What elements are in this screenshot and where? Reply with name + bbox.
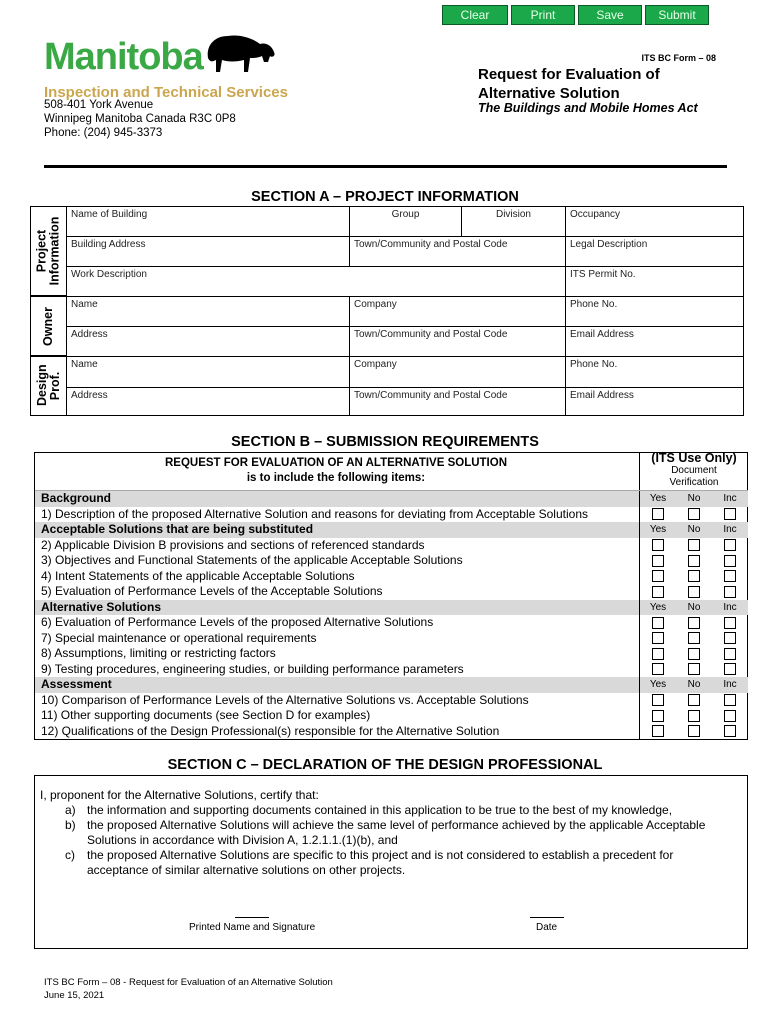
owner-town-field[interactable] bbox=[350, 327, 566, 357]
verification-col-inc bbox=[712, 708, 748, 724]
requirement-item: 6) Evaluation of Performance Levels of the proposed Alternative Solutions bbox=[41, 615, 434, 629]
verification-no-checkbox[interactable] bbox=[688, 586, 700, 598]
verification-inc-label: Inc bbox=[723, 601, 737, 613]
name-of-building-field[interactable] bbox=[67, 207, 350, 237]
department-title: Inspection and Technical Services bbox=[44, 84, 288, 101]
verification-col-inc bbox=[712, 491, 748, 507]
verification-col-yes bbox=[640, 662, 676, 678]
verification-no-checkbox[interactable] bbox=[688, 617, 700, 629]
verification-yes-checkbox[interactable] bbox=[652, 663, 664, 675]
division-field[interactable] bbox=[462, 207, 566, 237]
designer-phone-field[interactable] bbox=[566, 357, 743, 388]
requirement-group-heading: Assessment bbox=[35, 677, 639, 693]
verification-inc-checkbox[interactable] bbox=[724, 663, 736, 675]
phone-line: Phone: (204) 945-3373 bbox=[44, 127, 163, 139]
occupancy-label: Occupancy bbox=[570, 209, 621, 220]
side-project-information bbox=[30, 206, 66, 296]
owner-phone-label: Phone No. bbox=[570, 299, 618, 310]
verification-yes-checkbox[interactable] bbox=[652, 725, 664, 737]
verification-inc-checkbox[interactable] bbox=[724, 555, 736, 567]
verification-col-yes bbox=[640, 584, 676, 600]
verification-col-inc bbox=[712, 600, 748, 616]
item-c-label: c) bbox=[65, 848, 75, 862]
form-toolbar bbox=[442, 5, 709, 25]
verification-col-inc bbox=[712, 646, 748, 662]
verification-yes-checkbox[interactable] bbox=[652, 570, 664, 582]
verification-col-no bbox=[676, 491, 712, 507]
address-line-1: 508-401 York Avenue bbox=[44, 99, 154, 111]
verification-col-inc bbox=[712, 507, 748, 523]
requirement-item: 12) Qualifications of the Design Professional(s) responsible for the Alternative Solution bbox=[41, 723, 500, 738]
section-a-title: SECTION A – PROJECT INFORMATION bbox=[251, 189, 519, 205]
division-label: Division bbox=[495, 209, 531, 220]
section-c-title: SECTION C – DECLARATION OF THE DESIGN PROFESSIONAL bbox=[167, 757, 603, 773]
verification-col-no bbox=[676, 522, 712, 538]
owner-company-label: Company bbox=[354, 299, 397, 310]
verification-no-label: No bbox=[687, 601, 701, 613]
side-project-label: Project Information bbox=[34, 216, 62, 286]
designer-company-label: Company bbox=[354, 359, 397, 370]
group-field[interactable] bbox=[350, 207, 462, 237]
footer-line-2: June 15, 2021 bbox=[44, 989, 105, 1001]
verification-no-checkbox[interactable] bbox=[688, 539, 700, 551]
designer-email-field[interactable] bbox=[566, 388, 743, 415]
doc-verification-1: Document bbox=[671, 465, 717, 476]
owner-address-field[interactable] bbox=[67, 327, 350, 357]
verification-inc-checkbox[interactable] bbox=[724, 539, 736, 551]
verification-no-checkbox[interactable] bbox=[688, 648, 700, 660]
verification-col-no bbox=[676, 584, 712, 600]
work-description-field[interactable] bbox=[67, 267, 566, 297]
verification-yes-checkbox[interactable] bbox=[652, 617, 664, 629]
owner-town-label: Town/Community and Postal Code bbox=[354, 329, 508, 340]
act-name: The Buildings and Mobile Homes Act bbox=[478, 101, 698, 115]
building-address-field[interactable] bbox=[67, 237, 350, 267]
verification-yes-checkbox[interactable] bbox=[652, 508, 664, 520]
verification-yes-checkbox[interactable] bbox=[652, 648, 664, 660]
verification-col-inc bbox=[712, 553, 748, 569]
verification-no-checkbox[interactable] bbox=[688, 555, 700, 567]
section-b-heading-1: REQUEST FOR EVALUATION OF AN ALTERNATIVE SOLUTION bbox=[164, 457, 507, 469]
verification-checkbox-row bbox=[640, 569, 748, 585]
verification-inc-checkbox[interactable] bbox=[724, 648, 736, 660]
verification-checkbox-row bbox=[640, 631, 748, 647]
doc-verification-2: Verification bbox=[669, 477, 719, 488]
verification-col-yes bbox=[640, 600, 676, 616]
verification-header-row bbox=[640, 600, 748, 616]
footer bbox=[44, 977, 333, 1002]
side-owner bbox=[30, 296, 66, 356]
verification-col-yes bbox=[640, 646, 676, 662]
form-title bbox=[478, 65, 660, 103]
header-divider bbox=[44, 165, 727, 168]
verification-no-label: No bbox=[687, 524, 701, 536]
group-label: Group bbox=[391, 209, 420, 220]
verification-col-no bbox=[676, 615, 712, 631]
section-b-title: SECTION B – SUBMISSION REQUIREMENTS bbox=[231, 434, 539, 450]
verification-checkbox-row bbox=[640, 615, 748, 631]
verification-col-inc bbox=[712, 724, 748, 740]
verification-col-inc bbox=[712, 631, 748, 647]
item-c-text-1: the proposed Alternative Solutions are specific to this project and is not considered to establish a precedent for bbox=[87, 848, 674, 862]
verification-inc-checkbox[interactable] bbox=[724, 725, 736, 737]
verification-no-checkbox[interactable] bbox=[688, 508, 700, 520]
verification-col-yes bbox=[640, 569, 676, 585]
verification-col-inc bbox=[712, 615, 748, 631]
clear-button[interactable]: Clear bbox=[442, 5, 508, 25]
verification-col-yes bbox=[640, 507, 676, 523]
verification-col-no bbox=[676, 724, 712, 740]
verification-col-yes bbox=[640, 693, 676, 709]
designer-name-label: Name bbox=[71, 359, 98, 370]
verification-yes-label: Yes bbox=[649, 601, 667, 613]
legal-description-label: Legal Description bbox=[570, 239, 648, 250]
verification-inc-checkbox[interactable] bbox=[724, 586, 736, 598]
requirement-group-heading: Background bbox=[35, 491, 639, 507]
designer-name-field[interactable] bbox=[67, 357, 350, 388]
verification-col-no bbox=[676, 693, 712, 709]
verification-checkbox-row bbox=[640, 724, 748, 740]
requirement-item: 11) Other supporting documents (see Section D for examples) bbox=[41, 708, 371, 722]
verification-col-inc bbox=[712, 538, 748, 554]
item-c-text-2: acceptance of similar alternative solutions on other projects. bbox=[87, 863, 406, 877]
verification-header-row bbox=[640, 677, 748, 693]
verification-yes-checkbox[interactable] bbox=[652, 694, 664, 706]
verification-col-yes bbox=[640, 522, 676, 538]
requirement-item: 10) Comparison of Performance Levels of the Alternative Solutions vs. Acceptable Solutions bbox=[41, 692, 529, 707]
requirement-item: 5) Evaluation of Performance Levels of the Acceptable Solutions bbox=[41, 584, 383, 598]
verification-yes-label: Yes bbox=[649, 493, 667, 505]
owner-name-field[interactable] bbox=[67, 297, 350, 327]
owner-email-label: Email Address bbox=[570, 329, 634, 340]
requirement-item: 4) Intent Statements of the applicable Acceptable Solutions bbox=[41, 568, 355, 583]
verification-col-yes bbox=[640, 708, 676, 724]
verification-col-yes bbox=[640, 724, 676, 740]
printed-name-label: Printed Name and Signature bbox=[189, 922, 316, 933]
verification-no-checkbox[interactable] bbox=[688, 632, 700, 644]
verification-col-no bbox=[676, 662, 712, 678]
verification-col-no bbox=[676, 507, 712, 523]
save-button[interactable]: Save bbox=[578, 5, 642, 25]
verification-col-no bbox=[676, 677, 712, 693]
requirement-item: 3) Objectives and Functional Statements of the applicable Acceptable Solutions bbox=[41, 553, 463, 567]
verification-checkbox-row bbox=[640, 538, 748, 554]
verification-header-row bbox=[640, 522, 748, 538]
verification-col-no bbox=[676, 708, 712, 724]
footer-line-1: ITS BC Form – 08 - Request for Evaluation of an Alternative Solution bbox=[44, 977, 333, 988]
owner-email-field[interactable] bbox=[566, 327, 743, 357]
designer-company-field[interactable] bbox=[350, 357, 566, 388]
print-button[interactable]: Print bbox=[511, 5, 575, 25]
verification-checkbox-row bbox=[640, 662, 748, 678]
requirement-group-heading: Acceptable Solutions that are being substituted bbox=[35, 522, 639, 538]
form-number: ITS BC Form – 08 bbox=[641, 53, 716, 63]
verification-inc-checkbox[interactable] bbox=[724, 632, 736, 644]
signature-line[interactable] bbox=[235, 917, 269, 918]
date-label: Date bbox=[536, 922, 558, 933]
verification-col-yes bbox=[640, 538, 676, 554]
manitoba-logo: Manitoba bbox=[44, 36, 203, 78]
verification-col-yes bbox=[640, 631, 676, 647]
requirement-item: 1) Description of the proposed Alternative Solution and reasons for deviating from Acceptable Solutions bbox=[41, 506, 588, 521]
owner-company-field[interactable] bbox=[350, 297, 566, 327]
section-b-heading bbox=[36, 456, 636, 486]
side-owner-label: Owner bbox=[41, 306, 55, 346]
requirement-group-heading: Alternative Solutions bbox=[35, 600, 639, 616]
verification-no-checkbox[interactable] bbox=[688, 570, 700, 582]
verification-col-no bbox=[676, 600, 712, 616]
its-permit-label: ITS Permit No. bbox=[570, 269, 636, 280]
verification-col-inc bbox=[712, 693, 748, 709]
building-town-label: Town/Community and Postal Code bbox=[354, 239, 508, 250]
requirement-item: 9) Testing procedures, engineering studies, or building performance parameters bbox=[41, 661, 464, 676]
submit-button[interactable]: Submit bbox=[645, 5, 709, 25]
verification-no-checkbox[interactable] bbox=[688, 710, 700, 722]
item-b-text-1: the proposed Alternative Solutions will achieve the same level of performance achieved by the applicable Acceptable bbox=[87, 818, 706, 832]
building-town-field[interactable] bbox=[350, 237, 566, 267]
verification-inc-label: Inc bbox=[723, 679, 737, 691]
bison-icon bbox=[200, 28, 280, 78]
verification-checkbox-row bbox=[640, 507, 748, 523]
verification-col-yes bbox=[640, 553, 676, 569]
designer-address-field[interactable] bbox=[67, 388, 350, 415]
designer-email-label: Email Address bbox=[570, 390, 634, 401]
verification-no-label: No bbox=[687, 679, 701, 691]
building-address-label: Building Address bbox=[71, 239, 146, 250]
name-of-building-label: Name of Building bbox=[71, 209, 148, 220]
verification-inc-checkbox[interactable] bbox=[724, 617, 736, 629]
verification-col-yes bbox=[640, 677, 676, 693]
verification-header-row bbox=[640, 491, 748, 507]
address-line-2: Winnipeg Manitoba Canada R3C 0P8 bbox=[44, 113, 236, 125]
verification-inc-label: Inc bbox=[723, 524, 737, 536]
verification-no-checkbox[interactable] bbox=[688, 725, 700, 737]
designer-town-field[interactable] bbox=[350, 388, 566, 415]
item-a-text: the information and supporting documents contained in this application to be true to the best of my knowledge, bbox=[87, 803, 673, 817]
occupancy-field[interactable] bbox=[566, 207, 743, 237]
verification-col-no bbox=[676, 631, 712, 647]
requirement-item: 7) Special maintenance or operational requirements bbox=[41, 630, 317, 645]
verification-checkbox-row bbox=[640, 646, 748, 662]
verification-checkbox-row bbox=[640, 584, 748, 600]
owner-address-label: Address bbox=[71, 329, 108, 340]
owner-phone-field[interactable] bbox=[566, 297, 743, 327]
verification-col-no bbox=[676, 553, 712, 569]
verification-inc-checkbox[interactable] bbox=[724, 694, 736, 706]
section-a-grid bbox=[66, 206, 744, 416]
verification-col-no bbox=[676, 538, 712, 554]
legal-description-field[interactable] bbox=[566, 237, 743, 267]
verification-col-inc bbox=[712, 677, 748, 693]
verification-col-inc bbox=[712, 584, 748, 600]
side-design-label: Design Prof. bbox=[34, 364, 62, 406]
its-use-only bbox=[640, 451, 748, 489]
owner-name-label: Name bbox=[71, 299, 98, 310]
item-b-label: b) bbox=[65, 818, 76, 832]
its-permit-field[interactable] bbox=[566, 267, 743, 297]
verification-inc-label: Inc bbox=[723, 493, 737, 505]
verification-col-inc bbox=[712, 662, 748, 678]
verification-no-checkbox[interactable] bbox=[688, 694, 700, 706]
requirement-item: 2) Applicable Division B provisions and sections of referenced standards bbox=[41, 537, 425, 552]
verification-no-checkbox[interactable] bbox=[688, 663, 700, 675]
verification-col-no bbox=[676, 646, 712, 662]
section-b-heading-2: is to include the following items: bbox=[246, 472, 426, 484]
verification-checkbox-row bbox=[640, 693, 748, 709]
date-line[interactable] bbox=[530, 917, 564, 918]
verification-inc-checkbox[interactable] bbox=[724, 570, 736, 582]
verification-inc-checkbox[interactable] bbox=[724, 508, 736, 520]
verification-yes-label: Yes bbox=[649, 679, 667, 691]
its-use-label: (ITS Use Only) bbox=[651, 451, 737, 465]
form-title-line-1: Request for Evaluation of bbox=[478, 66, 660, 83]
verification-col-no bbox=[676, 569, 712, 585]
verification-checkbox-row bbox=[640, 553, 748, 569]
verification-yes-checkbox[interactable] bbox=[652, 539, 664, 551]
requirement-item: 8) Assumptions, limiting or restricting factors bbox=[41, 646, 276, 660]
verification-col-inc bbox=[712, 569, 748, 585]
verification-yes-checkbox[interactable] bbox=[652, 555, 664, 567]
verification-col-inc bbox=[712, 522, 748, 538]
form-title-line-2: Alternative Solution bbox=[478, 85, 620, 102]
side-design-prof bbox=[30, 356, 66, 416]
verification-checkbox-row bbox=[640, 708, 748, 724]
item-a-label: a) bbox=[65, 803, 76, 817]
verification-yes-checkbox[interactable] bbox=[652, 710, 664, 722]
verification-no-label: No bbox=[687, 493, 701, 505]
designer-phone-label: Phone No. bbox=[570, 359, 618, 370]
verification-col-yes bbox=[640, 615, 676, 631]
designer-town-label: Town/Community and Postal Code bbox=[354, 390, 508, 401]
item-b-text-2: Solutions in accordance with Division A, 1.2.1.1.(1)(b), and bbox=[87, 833, 398, 847]
work-description-label: Work Description bbox=[71, 269, 147, 280]
verification-yes-label: Yes bbox=[649, 524, 667, 536]
designer-address-label: Address bbox=[71, 390, 108, 401]
verification-yes-checkbox[interactable] bbox=[652, 586, 664, 598]
verification-col-yes bbox=[640, 491, 676, 507]
verification-inc-checkbox[interactable] bbox=[724, 710, 736, 722]
verification-yes-checkbox[interactable] bbox=[652, 632, 664, 644]
declaration-intro: I, proponent for the Alternative Solutions, certify that: bbox=[40, 788, 319, 802]
